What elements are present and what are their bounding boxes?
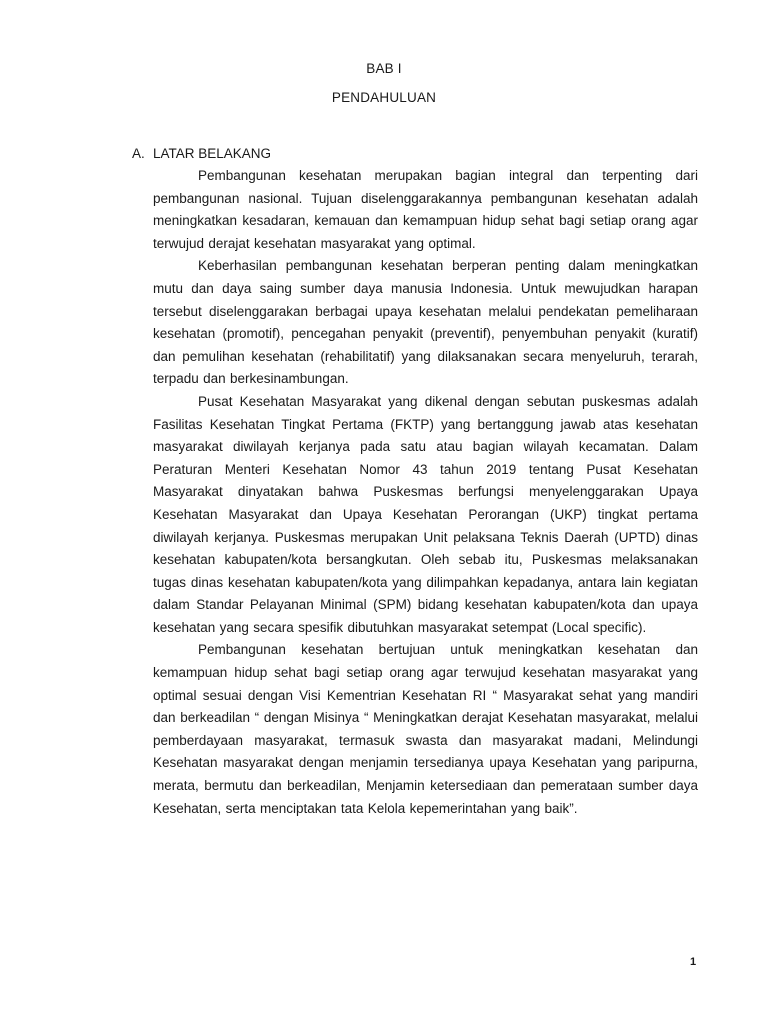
section-heading (132, 146, 271, 161)
paragraph: Keberhasilan pembangunan kesehatan berperan penting dalam meningkatkan mutu dan daya saing sumber daya manusia Indonesia. Untuk mewujudkan harapan tersebut diselenggarakan berbagai upaya kesehatan melalui pendekatan pemeliharaan kesehatan (promotif), pencegahan penyakit (preventif), penyembuhan penyakit (kuratif) dan pemulihan kesehatan (rehabilitatif) yang dilaksanakan secara menyeluruh, terarah, terpadu dan berkesinambungan. (153, 258, 698, 387)
chapter-title: PENDAHULUAN (331, 90, 437, 105)
page-number: 1 (690, 956, 697, 968)
paragraph: Pusat Kesehatan Masyarakat yang dikenal dengan sebutan puskesmas adalah Fasilitas Kesehatan Tingkat Pertama (FKTP) yang bertanggung jawab atas kesehatan masyarakat diwilayah kerjanya pada satu atau bagian wilayah kecamatan. Dalam Peraturan Menteri Kesehatan Nomor 43 tahun 2019 tentang Pusat Kesehatan Masyarakat dinyatakan bahwa Puskesmas berfungsi menyelenggarakan Upaya Kesehatan Masyarakat dan Upaya Kesehatan Perorangan (UKP) tingkat pertama diwilayah kerjanya. Puskesmas merupakan Unit pelaksana Teknis Daerah (UPTD) dinas kesehatan kabupaten/kota bersangkutan. Oleh sebab itu, Puskesmas melaksanakan tugas dinas kesehatan kabupaten/kota yang dilimpahkan kepadanya, antara lain kegiatan dalam Standar Pelayanan Minimal (SPM) bidang kesehatan kabupaten/kota dan upaya kesehatan yang secara spesifik dibutuhkan masyarakat setempat (Local specific). (153, 393, 698, 635)
section-letter: A. (132, 146, 145, 161)
body-text (153, 165, 698, 820)
section-title: LATAR BELAKANG (153, 146, 272, 161)
paragraph: Pembangunan kesehatan bertujuan untuk meningkatkan kesehatan dan kemampuan hidup sehat bagi setiap orang agar terwujud kesehatan masyarakat yang optimal sesuai dengan Visi Kementrian Kesehatan RI “ Masyarakat sehat yang mandiri dan berkeadilan “ dengan Misinya “ Meningkatkan derajat Kesehatan masyarakat, melalui pemberdayaan masyarakat, termasuk swasta dan masyarakat madani, Melindungi Kesehatan masyarakat dengan menjamin tersedianya upaya Kesehatan yang paripurna, merata, bermutu dan berkeadilan, Menjamin ketersediaan dan pemerataan sumber daya Kesehatan, serta menciptakan tata Kelola kepemerintahan yang baik”. (153, 642, 698, 816)
chapter-label: BAB I (366, 61, 402, 76)
paragraph: Pembangunan kesehatan merupakan bagian integral dan terpenting dari pembangunan nasional. Tujuan diselenggarakannya pembangunan kesehatan adalah meningkatkan kesadaran, kemauan dan kemampuan hidup sehat bagi setiap orang agar terwujud derajat kesehatan masyarakat yang optimal. (153, 168, 698, 251)
